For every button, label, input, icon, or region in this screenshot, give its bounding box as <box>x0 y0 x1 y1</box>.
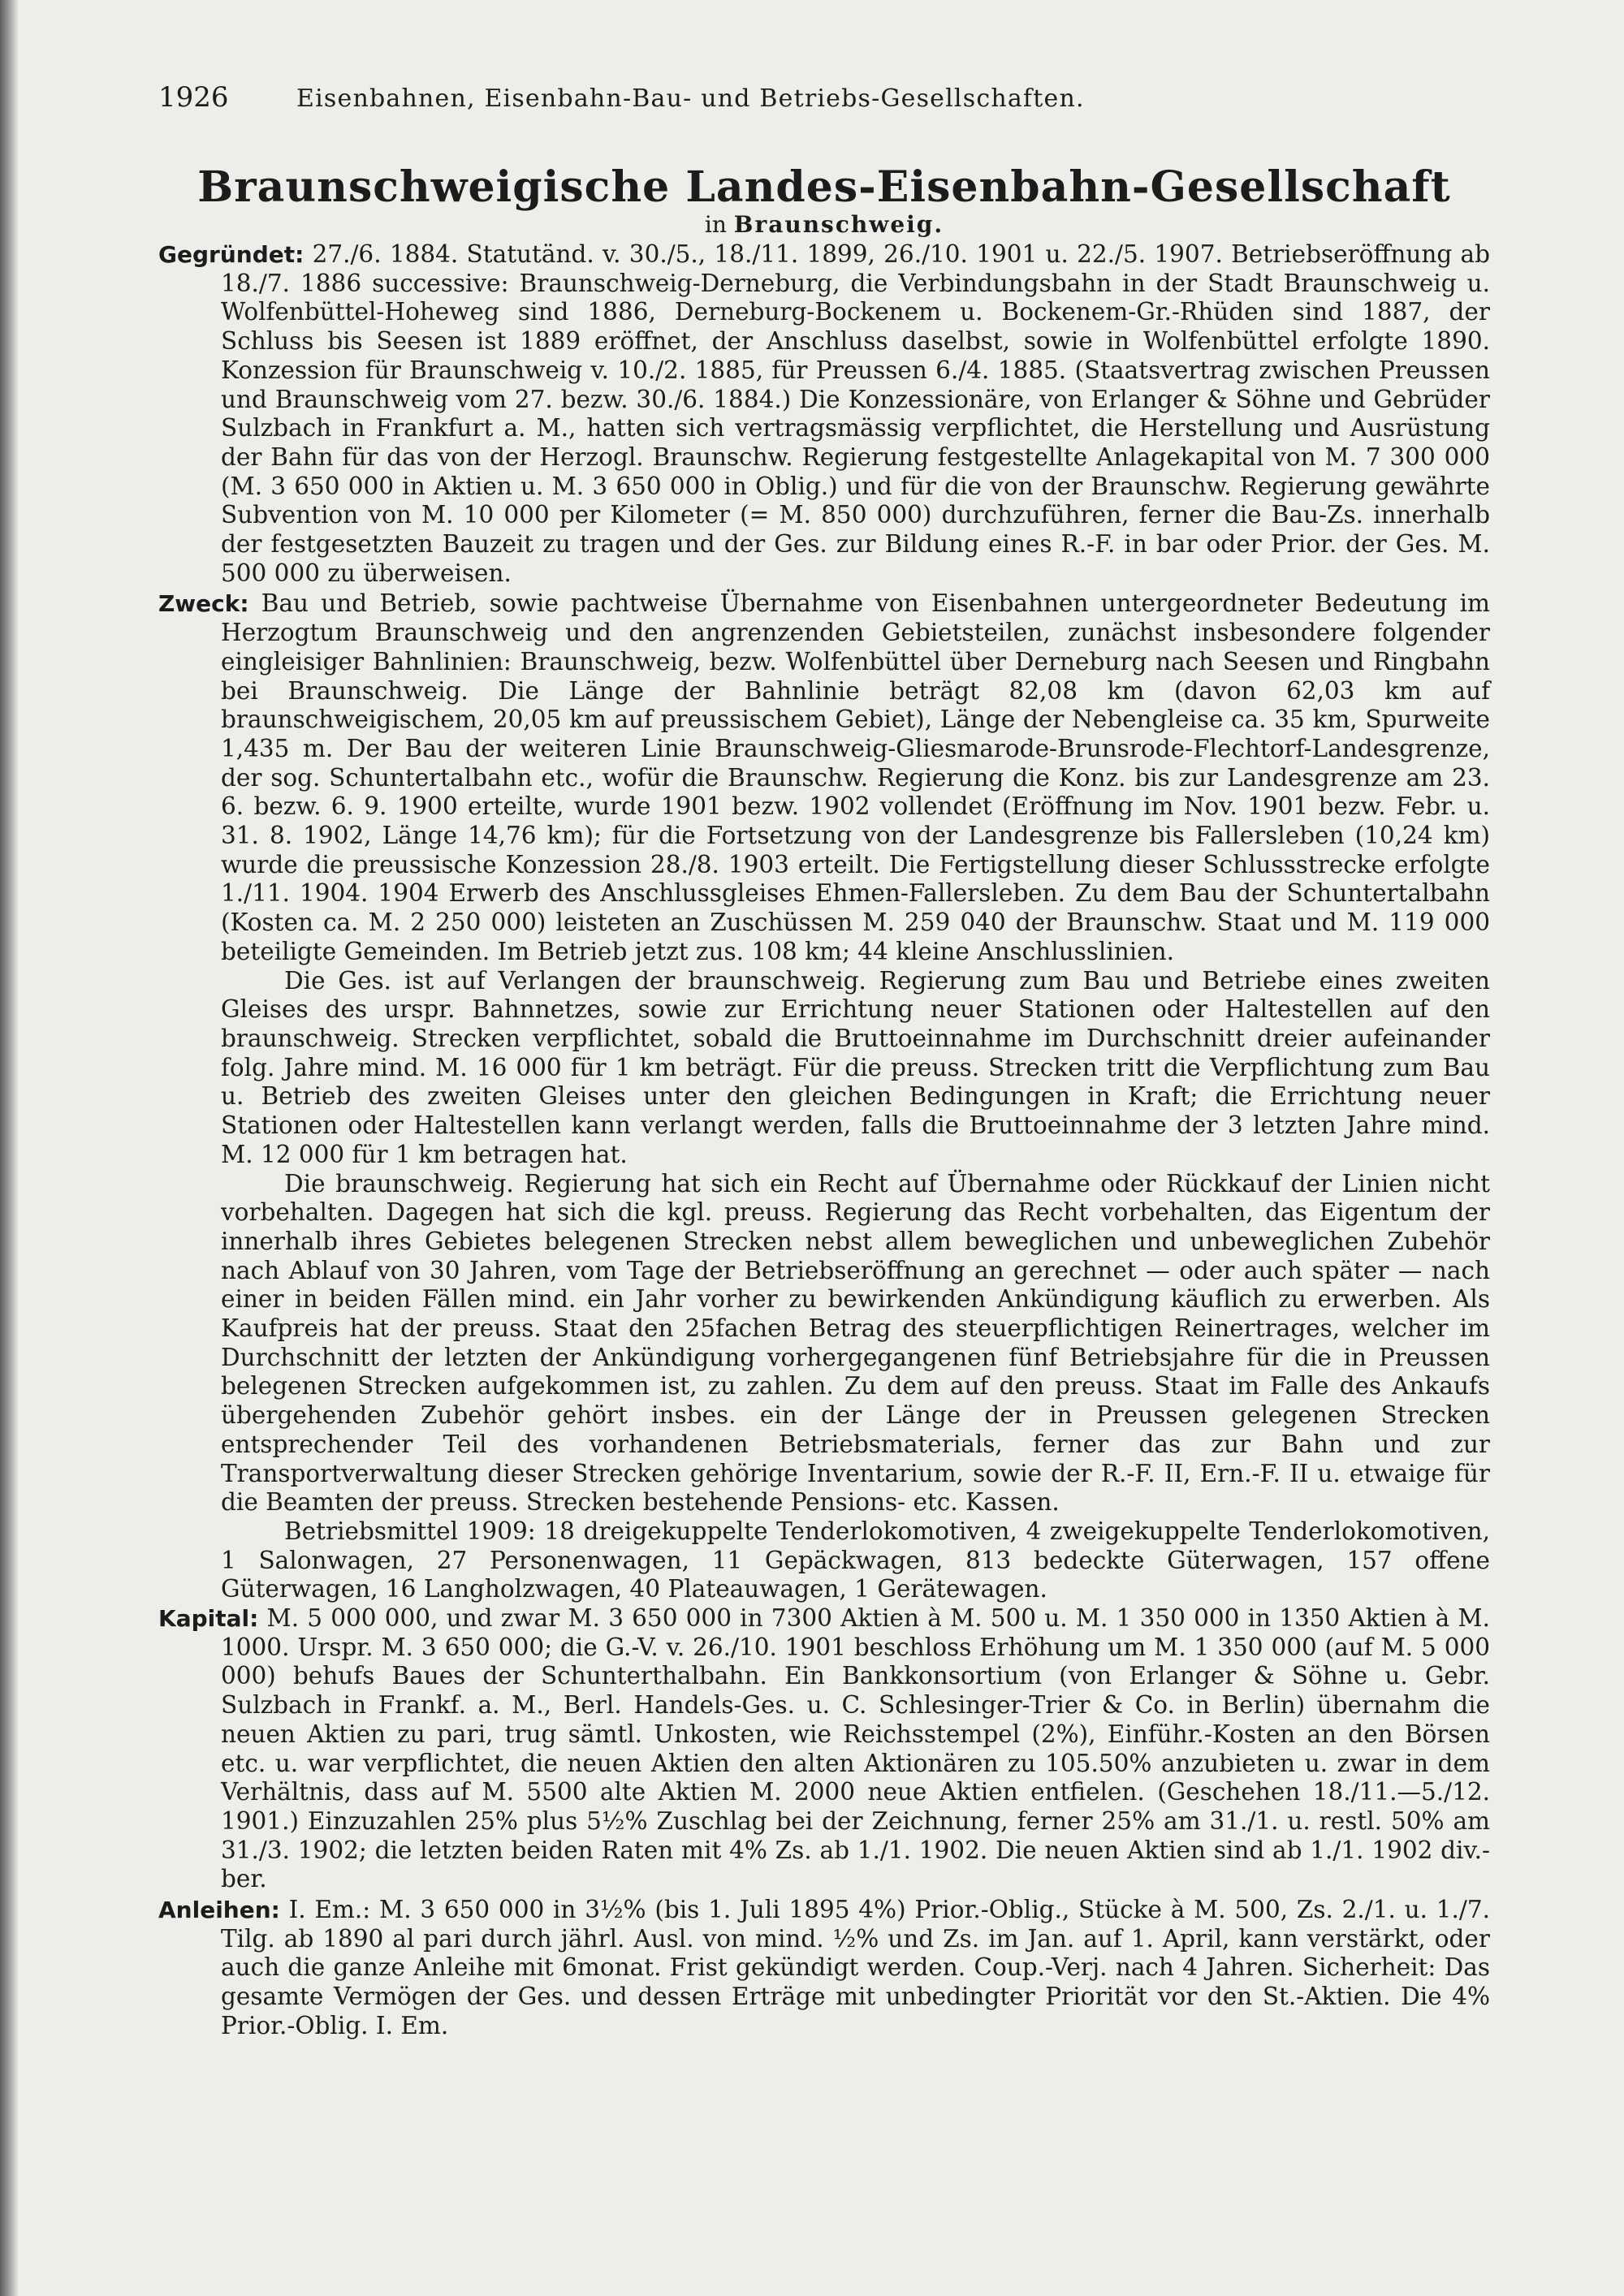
section-label: Kapital: <box>158 1605 259 1633</box>
zweck-paragraph-3: Die braunschweig. Regierung hat sich ein Recht auf Übernahme oder Rückkauf der Linien nicht vorbehalten. Dagegen hat sich die kgl. preuss. Regierung das Recht vorbehalten, das Eigentum der innerhalb ihres Gebietes belegenen Strecken nebst allem beweglichen und unbeweglichen Zubehör nach Ablauf von 30 Jahren, vom Tage der Betriebseröffnung an gerechnet — oder auch später — nach einer in beiden Fällen mind. ein Jahr vorher zu bewirkenden Ankündigung käuflich zu erwerben. Als Kaufpreis hat der preuss. Staat den 25fachen Betrag des steuerpflichtigen Reinertrages, welcher im Durchschnitt der letzten der Ankündigung vorhergegangenen fünf Betriebsjahre für die in Preussen belegenen Strecken aufgekommen ist, zu zahlen. Zu dem auf den preuss. Staat im Falle des Ankaufs übergehenden Zubehör gehört insbes. ein der Länge der in Preussen gelegenen Strecken entsprechender Teil des vorhandenen Betriebsmaterials, ferner das zur Bahn und zur Transportverwaltung dieser Strecken gehörige Inventarium, sowie der R.-F. II, Ern.-F. II u. etwaige für die Beamten der preuss. Strecken bestehende Pensions- etc. Kassen. <box>221 1169 1490 1517</box>
location-prefix: in <box>704 211 727 238</box>
section-label: Gegründet: <box>158 241 304 268</box>
scan-left-edge <box>0 0 18 2296</box>
section-label: Zweck: <box>158 590 249 618</box>
section-zweck <box>158 589 1490 966</box>
document-page <box>158 81 1490 2041</box>
section-text: 27./6. 1884. Statutänd. v. 30./5., 18./11. 1899, 26./10. 1901 u. 22./5. 1907. Betriebseröffnung ab 18./7. 1886 successive: Braunschweig-Derneburg, die Verbindungsbahn in der Stadt Braunschweig u. Wolfenbüttel-Hoheweg sind 1886, Derneburg-Bockenem u. Bockenem-Gr.-Rhüden sind 1887, der Schluss bis Seesen ist 1889 eröffnet, der Anschluss daselbst, sowie in Wolfenbüttel erfolgte 1890. Konzession für Braunschweig v. 10./2. 1885, für Preussen 6./4. 1885. (Staatsvertrag zwischen Preussen und Braunschweig vom 27. bezw. 30./6. 1884.) Die Konzessionäre, von Erlanger & Söhne und Gebrüder Sulzbach in Frankfurt a. M., hatten sich vertragsmässig verpflichtet, die Herstellung und Ausrüstung der Bahn für das von der Herzogl. Braunschw. Regierung festgestellte Anlagekapital von M. 7 300 000 (M. 3 650 000 in Aktien u. M. 3 650 000 in Oblig.) und für die von der Braunschw. Regierung gewährte Subvention von M. 10 000 per Kilometer (= M. 850 000) durchzuführen, ferner die Bau-Zs. innerhalb der festgesetzten Bauzeit zu tragen und der Ges. zur Bildung eines R.-F. in bar oder Prior. der Ges. M. 500 000 zu überweisen. <box>221 240 1490 587</box>
page-number: 1926 <box>158 81 229 114</box>
running-header <box>158 81 1490 130</box>
section-text: Bau und Betrieb, sowie pachtweise Übernahme von Eisenbahnen untergeordneter Bedeutung im Herzogtum Braunschweig und den angrenzenden Gebietsteilen, zunächst insbesondere folgender eingleisiger Bahnlinien: Braunschweig, bezw. Wolfenbüttel über Derneburg nach Seesen und Ringbahn bei Braunschweig. Die Länge der Bahnlinie beträgt 82,08 km (davon 62,03 km auf braunschweigischem, 20,05 km auf preussischem Gebiet), Länge der Nebengleise ca. 35 km, Spurweite 1,435 m. Der Bau der weiteren Linie Braunschweig-Gliesmarode-Brunsrode-Flechtorf-Landesgrenze, der sog. Schuntertalbahn etc., wofür die Braunschw. Regierung die Konz. bis zur Landesgrenze am 23. 6. bezw. 6. 9. 1900 erteilte, wurde 1901 bezw. 1902 vollendet (Eröffnung im Nov. 1901 bezw. Febr. u. 31. 8. 1902, Länge 14,76 km); für die Fortsetzung von der Landesgrenze bis Fallersleben (10,24 km) wurde die preussische Konzession 28./8. 1903 erteilt. Die Fertigstellung dieser Schlussstrecke erfolgte 1./11. 1904. 1904 Erwerb des Anschlussgleises Ehmen-Fallersleben. Zu dem Bau der Schuntertalbahn (Kosten ca. M. 2 250 000) leisteten an Zuschüssen M. 259 040 der Braunschw. Staat und M. 119 000 beteiligte Gemeinden. Im Betrieb jetzt zus. 108 km; 44 kleine Anschlusslinien. <box>221 589 1490 965</box>
company-title: Braunschweigische Landes-Eisenbahn-Gesellschaft <box>197 162 1451 212</box>
running-title: Eisenbahnen, Eisenbahn-Bau- und Betriebs-Gesellschaften. <box>296 84 1085 113</box>
section-text: M. 5 000 000, und zwar M. 3 650 000 in 7300 Aktien à M. 500 u. M. 1 350 000 in 1350 Aktien à M. 1000. Urspr. M. 3 650 000; die G.-V. v. 26./10. 1901 beschloss Erhöhung um M. 1 350 000 (auf M. 5 000 000) behufs Baues der Schunterthalbahn. Ein Bankkonsortium (von Erlanger & Söhne u. Gebr. Sulzbach in Frankf. a. M., Berl. Handels-Ges. u. C. Schlesinger-Trier & Co. in Berlin) übernahm die neuen Aktien zu pari, trug sämtl. Unkosten, wie Reichsstempel (2%), Einführ.-Kosten an den Börsen etc. u. war verpflichtet, die neuen Aktien den alten Aktionären zu 105.50% anzubieten u. zwar in dem Verhältnis, dass auf M. 5500 alte Aktien M. 2000 neue Aktien entfielen. (Geschehen 18./11.—5./12. 1901.) Einzuzahlen 25% plus 5½% Zuschlag bei der Zeichnung, ferner 25% am 31./1. u. restl. 50% am 31./3. 1902; die letzten beiden Raten mit 4% Zs. ab 1./1. 1902. Die neuen Aktien sind ab 1./1. 1902 div.-ber. <box>221 1604 1490 1893</box>
section-kapital <box>158 1604 1490 1894</box>
section-label: Anleihen: <box>158 1897 280 1924</box>
section-text: I. Em.: M. 3 650 000 in 3½% (bis 1. Juli 1895 4%) Prior.-Oblig., Stücke à M. 500, Zs. 2./1. u. 1./7. Tilg. ab 1890 al pari durch jährl. Ausl. von mind. ½% und Zs. im Jan. auf 1. April, kann verstärkt, oder auch die ganze Anleihe mit 6monat. Frist gekündigt werden. Coup.-Verj. nach 4 Jahren. Sicherheit: Das gesamte Vermögen der Ges. und dessen Erträge mit unbedingter Priorität vor den St.-Aktien. Die 4% Prior.-Oblig. I. Em. <box>221 1896 1490 2039</box>
location-city: Braunschweig. <box>733 211 944 238</box>
zweck-paragraph-2: Die Ges. ist auf Verlangen der braunschweig. Regierung zum Bau und Betriebe eines zweiten Gleises des urspr. Bahnnetzes, sowie zur Errichtung neuer Stationen oder Haltestellen auf den braunschweig. Strecken verpflichtet, sobald die Bruttoeinnahme im Durchschnitt dreier aufeinander folg. Jahre mind. M. 16 000 für 1 km beträgt. Für die preuss. Strecken tritt die Verpflichtung zum Bau u. Betrieb des zweiten Gleises unter den gleichen Bedingungen in Kraft; die Errichtung neuer Stationen oder Haltestellen kann verlangt werden, falls die Bruttoeinnahme der 3 letzten Jahre mind. M. 12 000 für 1 km betragen hat. <box>221 966 1490 1168</box>
section-gegruendet <box>158 240 1490 588</box>
company-location <box>158 211 1490 239</box>
section-anleihen <box>158 1896 1490 2041</box>
zweck-paragraph-4: Betriebsmittel 1909: 18 dreigekuppelte Tenderlokomotiven, 4 zweigekuppelte Tenderlokomotiven, 1 Salonwagen, 27 Personenwagen, 11 Gepäckwagen, 813 bedeckte Güterwagen, 157 offene Güterwagen, 16 Langholzwagen, 40 Plateauwagen, 1 Gerätewagen. <box>221 1517 1490 1603</box>
